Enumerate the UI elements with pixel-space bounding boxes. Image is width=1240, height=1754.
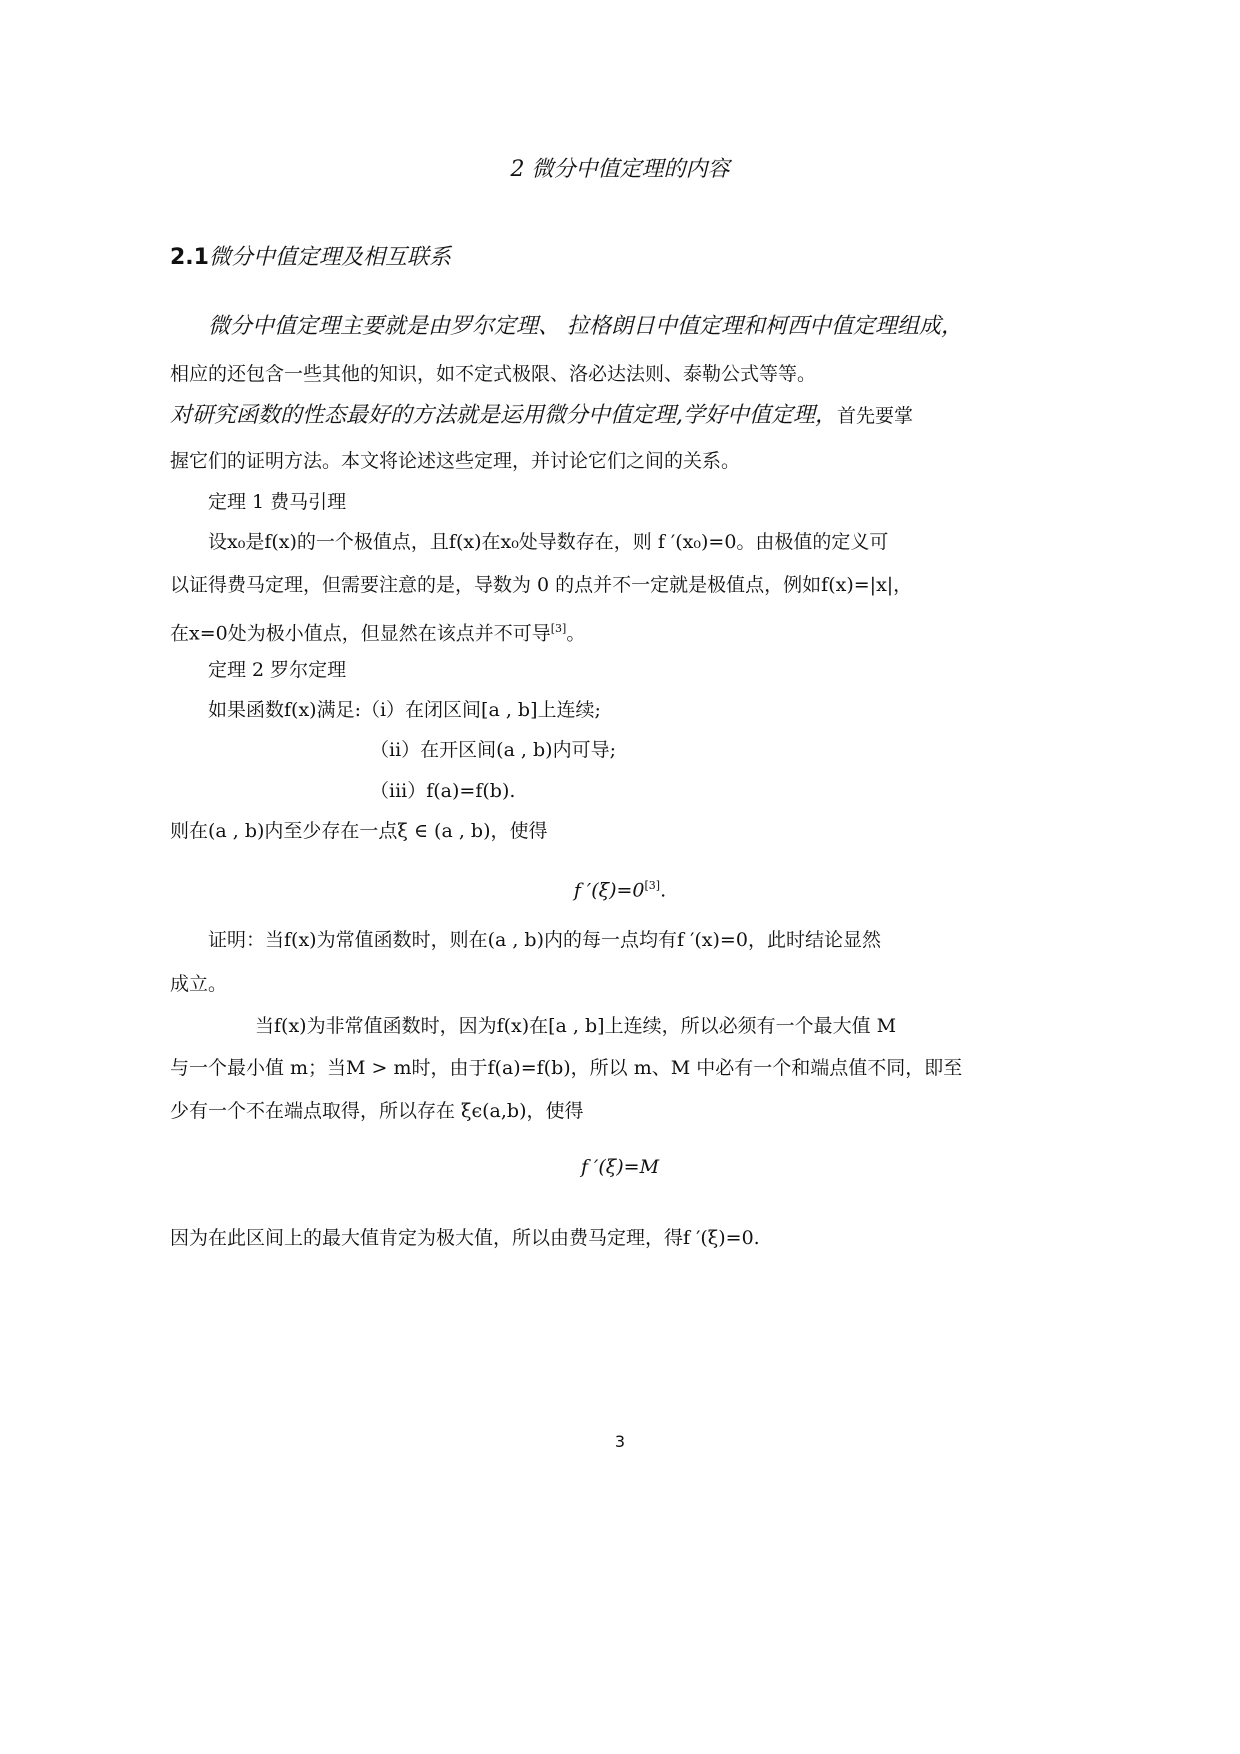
condition-3: （iii）f(a)=f(b). xyxy=(370,780,516,802)
chapter-title: 2 微分中值定理的内容 xyxy=(510,157,730,182)
text: 在x=0处为极小值点，但显然在该点并不可导 xyxy=(170,622,551,645)
paragraph-line: 成立。 xyxy=(170,973,228,995)
citation: [3] xyxy=(644,879,661,892)
paragraph-line xyxy=(170,404,913,428)
text: . xyxy=(660,879,667,902)
condition-2: （ii）在开区间(a , b)内可导; xyxy=(370,739,616,761)
theorem-2-title: 定理 2 罗尔定理 xyxy=(208,659,347,681)
paragraph-line: 当f(x)为非常值函数时，因为f(x)在[a , b]上连续，所以必须有一个最大值 M xyxy=(255,1015,897,1037)
section-heading xyxy=(170,246,451,270)
paragraph-line: 因为在此区间上的最大值肯定为极大值，所以由费马定理，得f ′(ξ)=0. xyxy=(170,1227,760,1249)
paragraph-line: 以证得费马定理，但需要注意的是，导数为 0 的点并不一定就是极值点，例如f(x)=|x|， xyxy=(170,574,913,596)
paragraph-line: 少有一个不在端点取得，所以存在 ξϵ(a,b)，使得 xyxy=(170,1100,584,1122)
paragraph-line: 证明：当f(x)为常值函数时，则在(a , b)内的每一点均有f ′(x)=0，此时结论显然 xyxy=(208,929,881,951)
section-title: 微分中值定理及相互联系 xyxy=(208,245,451,270)
theorem-1-title: 定理 1 费马引理 xyxy=(208,491,347,513)
paragraph-line: 与一个最小值 m；当M > m时，由于f(a)=f(b)，所以 m、M 中必有一个和端点值不同，即至 xyxy=(170,1057,963,1079)
citation: [3] xyxy=(550,622,567,635)
formula: f ′(ξ)=0 xyxy=(573,879,645,902)
page-number: 3 xyxy=(614,1432,626,1451)
paragraph-line: 握它们的证明方法。本文将论述这些定理，并讨论它们之间的关系。 xyxy=(170,450,741,472)
italic-text: 对研究函数的性态最好的方法就是运用微分中值定理,学好中值定理， xyxy=(170,403,837,428)
paragraph-line: 则在(a , b)内至少存在一点ξ ∈ (a , b)，使得 xyxy=(170,820,548,842)
text: 首先要掌 xyxy=(837,405,914,427)
paragraph-line xyxy=(170,617,585,645)
text: 。 xyxy=(566,622,586,645)
paragraph-line: 相应的还包含一些其他的知识，如不定式极限、洛必达法则、泰勒公式等等。 xyxy=(170,363,817,385)
formula-1 xyxy=(0,874,1240,902)
section-number: 2.1 xyxy=(170,245,209,270)
condition-1: 如果函数f(x)满足:（i）在闭区间[a , b]上连续; xyxy=(208,699,601,721)
formula-2: f ′(ξ)=M xyxy=(580,1156,660,1178)
paragraph-line: 微分中值定理主要就是由罗尔定理、 拉格朗日中值定理和柯西中值定理组成， xyxy=(208,314,963,339)
paragraph-line: 设x₀是f(x)的一个极值点，且f(x)在x₀处导数存在，则 f ′(x₀)=0。由极值的定义可 xyxy=(208,531,889,553)
